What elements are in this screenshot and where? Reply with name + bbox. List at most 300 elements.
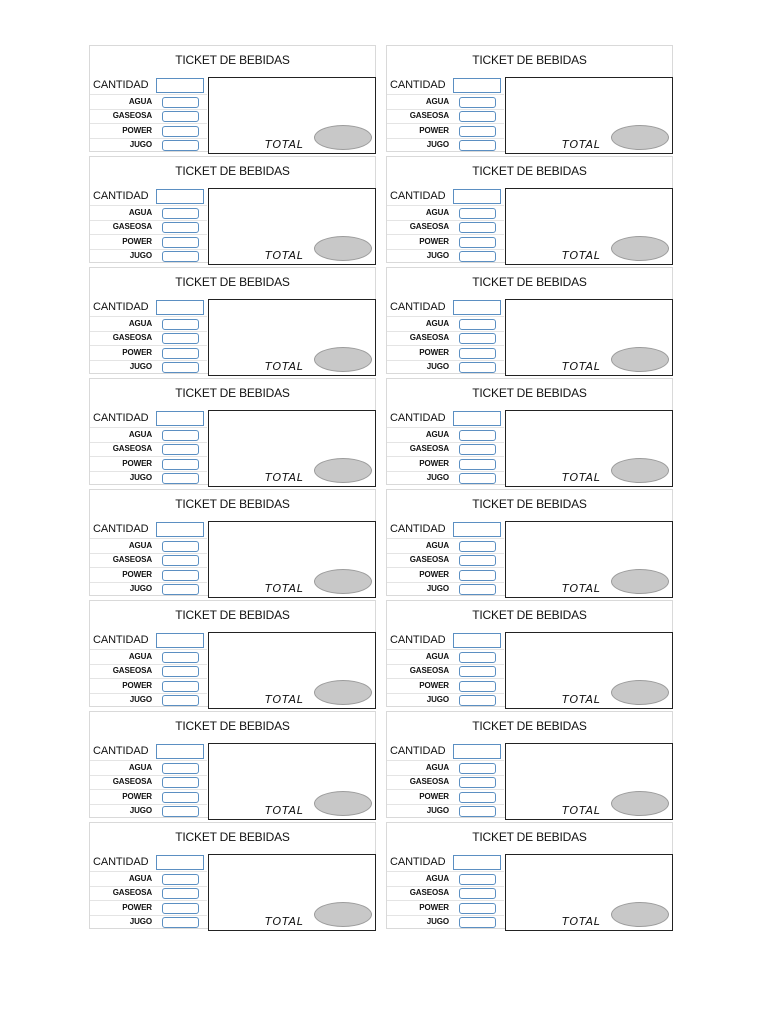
- agua-quantity-field[interactable]: [459, 208, 496, 219]
- total-box: [505, 188, 673, 265]
- jugo-quantity-field[interactable]: [459, 806, 496, 817]
- divider: [387, 915, 504, 916]
- gaseosa-quantity-field[interactable]: [459, 888, 496, 899]
- divider: [387, 693, 504, 694]
- total-box: [505, 632, 673, 709]
- divider: [387, 220, 504, 221]
- jugo-quantity-field[interactable]: [459, 917, 496, 928]
- quantity-field[interactable]: [156, 855, 204, 870]
- total-oval[interactable]: [314, 902, 372, 927]
- drink-ticket: [89, 489, 376, 596]
- drink-ticket: [89, 711, 376, 818]
- power-quantity-field[interactable]: [459, 459, 496, 470]
- drink-label-power: POWER: [122, 792, 152, 801]
- divider: [387, 427, 504, 428]
- drink-ticket: [89, 822, 376, 929]
- divider: [387, 471, 504, 472]
- total-oval[interactable]: [611, 125, 669, 150]
- drink-label-agua: AGUA: [425, 97, 449, 106]
- divider: [90, 538, 207, 539]
- total-label: TOTAL: [562, 471, 601, 484]
- divider: [90, 316, 207, 317]
- divider: [387, 205, 504, 206]
- total-label: TOTAL: [265, 249, 304, 262]
- jugo-quantity-field[interactable]: [162, 695, 199, 706]
- agua-quantity-field[interactable]: [459, 652, 496, 663]
- quantity-field[interactable]: [156, 633, 204, 648]
- ticket-title: TICKET DE BEBIDAS: [472, 719, 587, 733]
- drink-label-gaseosa: GASEOSA: [409, 333, 449, 342]
- total-label: TOTAL: [265, 915, 304, 928]
- total-oval[interactable]: [314, 569, 372, 594]
- ticket-title: TICKET DE BEBIDAS: [175, 608, 290, 622]
- quantity-field[interactable]: [453, 633, 501, 648]
- divider: [90, 900, 207, 901]
- drink-label-gaseosa: GASEOSA: [409, 777, 449, 786]
- divider: [90, 331, 207, 332]
- divider: [90, 649, 207, 650]
- total-box: [208, 77, 376, 154]
- total-box: [505, 521, 673, 598]
- quantity-field[interactable]: [156, 744, 204, 759]
- gaseosa-quantity-field[interactable]: [162, 222, 199, 233]
- agua-quantity-field[interactable]: [162, 763, 199, 774]
- power-quantity-field[interactable]: [459, 792, 496, 803]
- gaseosa-quantity-field[interactable]: [162, 666, 199, 677]
- divider: [90, 234, 207, 235]
- gaseosa-quantity-field[interactable]: [162, 333, 199, 344]
- divider: [387, 582, 504, 583]
- ticket-title: TICKET DE BEBIDAS: [472, 164, 587, 178]
- agua-quantity-field[interactable]: [459, 97, 496, 108]
- drink-label-power: POWER: [419, 792, 449, 801]
- jugo-quantity-field[interactable]: [162, 584, 199, 595]
- power-quantity-field[interactable]: [459, 681, 496, 692]
- drink-label-gaseosa: GASEOSA: [409, 666, 449, 675]
- ticket-title: TICKET DE BEBIDAS: [175, 386, 290, 400]
- agua-quantity-field[interactable]: [162, 652, 199, 663]
- drink-label-gaseosa: GASEOSA: [409, 111, 449, 120]
- drink-label-jugo: JUGO: [129, 362, 152, 371]
- divider: [90, 220, 207, 221]
- total-label: TOTAL: [562, 249, 601, 262]
- drink-label-jugo: JUGO: [129, 695, 152, 704]
- drink-label-jugo: JUGO: [426, 584, 449, 593]
- total-oval[interactable]: [314, 236, 372, 261]
- ticket-title: TICKET DE BEBIDAS: [175, 497, 290, 511]
- quantity-field[interactable]: [453, 855, 501, 870]
- drink-ticket: [386, 600, 673, 707]
- quantity-field[interactable]: [453, 522, 501, 537]
- drink-ticket: [386, 489, 673, 596]
- power-quantity-field[interactable]: [459, 570, 496, 581]
- divider: [90, 360, 207, 361]
- agua-quantity-field[interactable]: [162, 97, 199, 108]
- divider: [387, 94, 504, 95]
- agua-quantity-field[interactable]: [459, 763, 496, 774]
- drink-label-jugo: JUGO: [426, 473, 449, 482]
- drink-label-power: POWER: [122, 348, 152, 357]
- gaseosa-quantity-field[interactable]: [459, 444, 496, 455]
- drink-label-gaseosa: GASEOSA: [112, 777, 152, 786]
- divider: [387, 886, 504, 887]
- agua-quantity-field[interactable]: [459, 541, 496, 552]
- power-quantity-field[interactable]: [162, 792, 199, 803]
- divider: [90, 94, 207, 95]
- divider: [90, 789, 207, 790]
- drink-label-agua: AGUA: [128, 97, 152, 106]
- quantity-label: CANTIDAD: [93, 745, 149, 757]
- total-oval[interactable]: [314, 680, 372, 705]
- drink-label-jugo: JUGO: [426, 695, 449, 704]
- agua-quantity-field[interactable]: [162, 430, 199, 441]
- drink-ticket: [386, 711, 673, 818]
- divider: [90, 567, 207, 568]
- power-quantity-field[interactable]: [459, 126, 496, 137]
- quantity-label: CANTIDAD: [390, 190, 446, 202]
- ticket-title: TICKET DE BEBIDAS: [175, 719, 290, 733]
- divider: [90, 109, 207, 110]
- divider: [90, 693, 207, 694]
- drink-label-gaseosa: GASEOSA: [112, 555, 152, 564]
- divider: [387, 316, 504, 317]
- jugo-quantity-field[interactable]: [459, 362, 496, 373]
- gaseosa-quantity-field[interactable]: [162, 888, 199, 899]
- divider: [387, 678, 504, 679]
- divider: [90, 553, 207, 554]
- quantity-label: CANTIDAD: [93, 301, 149, 313]
- total-box: [208, 188, 376, 265]
- ticket-title: TICKET DE BEBIDAS: [175, 830, 290, 844]
- drink-ticket: [386, 156, 673, 263]
- drink-label-jugo: JUGO: [129, 806, 152, 815]
- divider: [90, 915, 207, 916]
- drink-label-agua: AGUA: [425, 541, 449, 550]
- jugo-quantity-field[interactable]: [459, 473, 496, 484]
- jugo-quantity-field[interactable]: [162, 362, 199, 373]
- power-quantity-field[interactable]: [459, 903, 496, 914]
- drink-label-power: POWER: [419, 903, 449, 912]
- ticket-title: TICKET DE BEBIDAS: [472, 497, 587, 511]
- quantity-field[interactable]: [453, 78, 501, 93]
- total-box: [208, 410, 376, 487]
- total-box: [208, 743, 376, 820]
- drink-ticket: [89, 600, 376, 707]
- drink-ticket: [89, 267, 376, 374]
- divider: [90, 138, 207, 139]
- power-quantity-field[interactable]: [162, 348, 199, 359]
- divider: [387, 871, 504, 872]
- drink-label-jugo: JUGO: [426, 917, 449, 926]
- drink-label-agua: AGUA: [425, 208, 449, 217]
- divider: [90, 345, 207, 346]
- quantity-field[interactable]: [453, 411, 501, 426]
- quantity-field[interactable]: [453, 189, 501, 204]
- ticket-title: TICKET DE BEBIDAS: [472, 608, 587, 622]
- total-box: [505, 743, 673, 820]
- drink-label-agua: AGUA: [425, 763, 449, 772]
- drink-label-jugo: JUGO: [426, 140, 449, 149]
- total-oval[interactable]: [611, 791, 669, 816]
- drink-label-power: POWER: [419, 681, 449, 690]
- divider: [90, 760, 207, 761]
- drink-label-power: POWER: [419, 126, 449, 135]
- divider: [90, 249, 207, 250]
- gaseosa-quantity-field[interactable]: [162, 555, 199, 566]
- divider: [387, 345, 504, 346]
- drink-ticket: [386, 822, 673, 929]
- total-box: [208, 299, 376, 376]
- divider: [90, 456, 207, 457]
- divider: [90, 678, 207, 679]
- agua-quantity-field[interactable]: [162, 319, 199, 330]
- divider: [387, 553, 504, 554]
- total-oval[interactable]: [611, 680, 669, 705]
- jugo-quantity-field[interactable]: [162, 917, 199, 928]
- divider: [90, 664, 207, 665]
- drink-label-jugo: JUGO: [129, 473, 152, 482]
- divider: [90, 205, 207, 206]
- divider: [90, 442, 207, 443]
- divider: [90, 804, 207, 805]
- total-label: TOTAL: [562, 915, 601, 928]
- gaseosa-quantity-field[interactable]: [459, 333, 496, 344]
- drink-label-gaseosa: GASEOSA: [409, 555, 449, 564]
- quantity-field[interactable]: [453, 744, 501, 759]
- jugo-quantity-field[interactable]: [459, 140, 496, 151]
- divider: [90, 427, 207, 428]
- ticket-title: TICKET DE BEBIDAS: [472, 53, 587, 67]
- drink-label-jugo: JUGO: [426, 362, 449, 371]
- total-label: TOTAL: [562, 804, 601, 817]
- gaseosa-quantity-field[interactable]: [162, 777, 199, 788]
- drink-label-power: POWER: [419, 237, 449, 246]
- quantity-label: CANTIDAD: [390, 856, 446, 868]
- divider: [387, 789, 504, 790]
- drink-ticket: [386, 267, 673, 374]
- ticket-title: TICKET DE BEBIDAS: [472, 830, 587, 844]
- total-box: [208, 854, 376, 931]
- total-label: TOTAL: [265, 693, 304, 706]
- agua-quantity-field[interactable]: [459, 430, 496, 441]
- quantity-field[interactable]: [156, 78, 204, 93]
- gaseosa-quantity-field[interactable]: [459, 777, 496, 788]
- quantity-field[interactable]: [156, 189, 204, 204]
- quantity-label: CANTIDAD: [390, 301, 446, 313]
- gaseosa-quantity-field[interactable]: [459, 222, 496, 233]
- total-label: TOTAL: [562, 582, 601, 595]
- power-quantity-field[interactable]: [162, 237, 199, 248]
- gaseosa-quantity-field[interactable]: [162, 111, 199, 122]
- quantity-field[interactable]: [453, 300, 501, 315]
- total-label: TOTAL: [265, 804, 304, 817]
- quantity-label: CANTIDAD: [390, 79, 446, 91]
- drink-ticket: [386, 378, 673, 485]
- drink-label-agua: AGUA: [425, 319, 449, 328]
- drink-label-power: POWER: [122, 570, 152, 579]
- drink-ticket: [89, 378, 376, 485]
- agua-quantity-field[interactable]: [162, 541, 199, 552]
- total-oval[interactable]: [611, 236, 669, 261]
- drink-label-gaseosa: GASEOSA: [409, 888, 449, 897]
- power-quantity-field[interactable]: [162, 903, 199, 914]
- agua-quantity-field[interactable]: [459, 319, 496, 330]
- quantity-label: CANTIDAD: [390, 634, 446, 646]
- total-label: TOTAL: [265, 582, 304, 595]
- drink-label-agua: AGUA: [128, 319, 152, 328]
- total-box: [208, 632, 376, 709]
- gaseosa-quantity-field[interactable]: [162, 444, 199, 455]
- drink-label-jugo: JUGO: [426, 806, 449, 815]
- total-oval[interactable]: [611, 347, 669, 372]
- drink-label-gaseosa: GASEOSA: [409, 444, 449, 453]
- drink-label-gaseosa: GASEOSA: [112, 666, 152, 675]
- quantity-label: CANTIDAD: [93, 856, 149, 868]
- quantity-label: CANTIDAD: [93, 79, 149, 91]
- quantity-label: CANTIDAD: [93, 190, 149, 202]
- divider: [90, 471, 207, 472]
- drink-label-agua: AGUA: [128, 541, 152, 550]
- power-quantity-field[interactable]: [162, 570, 199, 581]
- quantity-field[interactable]: [156, 411, 204, 426]
- divider: [387, 138, 504, 139]
- quantity-label: CANTIDAD: [390, 412, 446, 424]
- quantity-label: CANTIDAD: [93, 523, 149, 535]
- quantity-field[interactable]: [156, 300, 204, 315]
- drink-label-gaseosa: GASEOSA: [112, 333, 152, 342]
- drink-label-gaseosa: GASEOSA: [112, 222, 152, 231]
- divider: [387, 900, 504, 901]
- jugo-quantity-field[interactable]: [459, 251, 496, 262]
- gaseosa-quantity-field[interactable]: [459, 555, 496, 566]
- drink-label-power: POWER: [419, 348, 449, 357]
- jugo-quantity-field[interactable]: [162, 473, 199, 484]
- quantity-field[interactable]: [156, 522, 204, 537]
- drink-label-gaseosa: GASEOSA: [112, 111, 152, 120]
- total-label: TOTAL: [265, 360, 304, 373]
- divider: [387, 331, 504, 332]
- drink-label-jugo: JUGO: [129, 251, 152, 260]
- total-box: [505, 854, 673, 931]
- ticket-title: TICKET DE BEBIDAS: [472, 386, 587, 400]
- ticket-title: TICKET DE BEBIDAS: [175, 53, 290, 67]
- total-label: TOTAL: [265, 471, 304, 484]
- jugo-quantity-field[interactable]: [459, 584, 496, 595]
- divider: [90, 582, 207, 583]
- divider: [387, 249, 504, 250]
- quantity-label: CANTIDAD: [93, 634, 149, 646]
- power-quantity-field[interactable]: [162, 459, 199, 470]
- drink-label-agua: AGUA: [128, 763, 152, 772]
- quantity-label: CANTIDAD: [390, 745, 446, 757]
- divider: [387, 442, 504, 443]
- ticket-title: TICKET DE BEBIDAS: [175, 164, 290, 178]
- drink-label-jugo: JUGO: [426, 251, 449, 260]
- jugo-quantity-field[interactable]: [162, 251, 199, 262]
- total-box: [505, 410, 673, 487]
- divider: [387, 123, 504, 124]
- agua-quantity-field[interactable]: [162, 874, 199, 885]
- drink-label-agua: AGUA: [128, 430, 152, 439]
- quantity-label: CANTIDAD: [93, 412, 149, 424]
- power-quantity-field[interactable]: [459, 348, 496, 359]
- total-label: TOTAL: [562, 360, 601, 373]
- drink-label-power: POWER: [122, 459, 152, 468]
- drink-label-jugo: JUGO: [129, 584, 152, 593]
- jugo-quantity-field[interactable]: [459, 695, 496, 706]
- drink-label-jugo: JUGO: [129, 140, 152, 149]
- total-label: TOTAL: [562, 138, 601, 151]
- divider: [387, 775, 504, 776]
- drink-label-jugo: JUGO: [129, 917, 152, 926]
- drink-ticket: [89, 45, 376, 152]
- drink-label-power: POWER: [419, 459, 449, 468]
- total-oval[interactable]: [314, 125, 372, 150]
- divider: [387, 109, 504, 110]
- total-box: [505, 299, 673, 376]
- ticket-sheet: [89, 45, 673, 929]
- divider: [387, 538, 504, 539]
- drink-label-power: POWER: [122, 237, 152, 246]
- drink-label-agua: AGUA: [128, 208, 152, 217]
- jugo-quantity-field[interactable]: [162, 140, 199, 151]
- divider: [90, 886, 207, 887]
- divider: [90, 123, 207, 124]
- total-oval[interactable]: [611, 569, 669, 594]
- drink-label-agua: AGUA: [128, 874, 152, 883]
- divider: [387, 649, 504, 650]
- divider: [387, 804, 504, 805]
- total-oval[interactable]: [611, 458, 669, 483]
- total-oval[interactable]: [314, 791, 372, 816]
- drink-ticket: [89, 156, 376, 263]
- drink-label-power: POWER: [122, 126, 152, 135]
- divider: [387, 664, 504, 665]
- divider: [387, 456, 504, 457]
- gaseosa-quantity-field[interactable]: [459, 666, 496, 677]
- divider: [90, 871, 207, 872]
- ticket-title: TICKET DE BEBIDAS: [175, 275, 290, 289]
- total-label: TOTAL: [265, 138, 304, 151]
- total-oval[interactable]: [314, 458, 372, 483]
- agua-quantity-field[interactable]: [459, 874, 496, 885]
- gaseosa-quantity-field[interactable]: [459, 111, 496, 122]
- drink-label-gaseosa: GASEOSA: [112, 444, 152, 453]
- power-quantity-field[interactable]: [162, 126, 199, 137]
- drink-label-gaseosa: GASEOSA: [409, 222, 449, 231]
- drink-label-agua: AGUA: [128, 652, 152, 661]
- ticket-title: TICKET DE BEBIDAS: [472, 275, 587, 289]
- power-quantity-field[interactable]: [162, 681, 199, 692]
- divider: [387, 760, 504, 761]
- divider: [387, 360, 504, 361]
- drink-label-agua: AGUA: [425, 652, 449, 661]
- drink-label-power: POWER: [122, 903, 152, 912]
- drink-label-power: POWER: [419, 570, 449, 579]
- drink-label-agua: AGUA: [425, 430, 449, 439]
- power-quantity-field[interactable]: [459, 237, 496, 248]
- jugo-quantity-field[interactable]: [162, 806, 199, 817]
- total-oval[interactable]: [314, 347, 372, 372]
- drink-label-gaseosa: GASEOSA: [112, 888, 152, 897]
- drink-label-power: POWER: [122, 681, 152, 690]
- agua-quantity-field[interactable]: [162, 208, 199, 219]
- divider: [387, 234, 504, 235]
- total-oval[interactable]: [611, 902, 669, 927]
- total-label: TOTAL: [562, 693, 601, 706]
- drink-label-agua: AGUA: [425, 874, 449, 883]
- drink-ticket: [386, 45, 673, 152]
